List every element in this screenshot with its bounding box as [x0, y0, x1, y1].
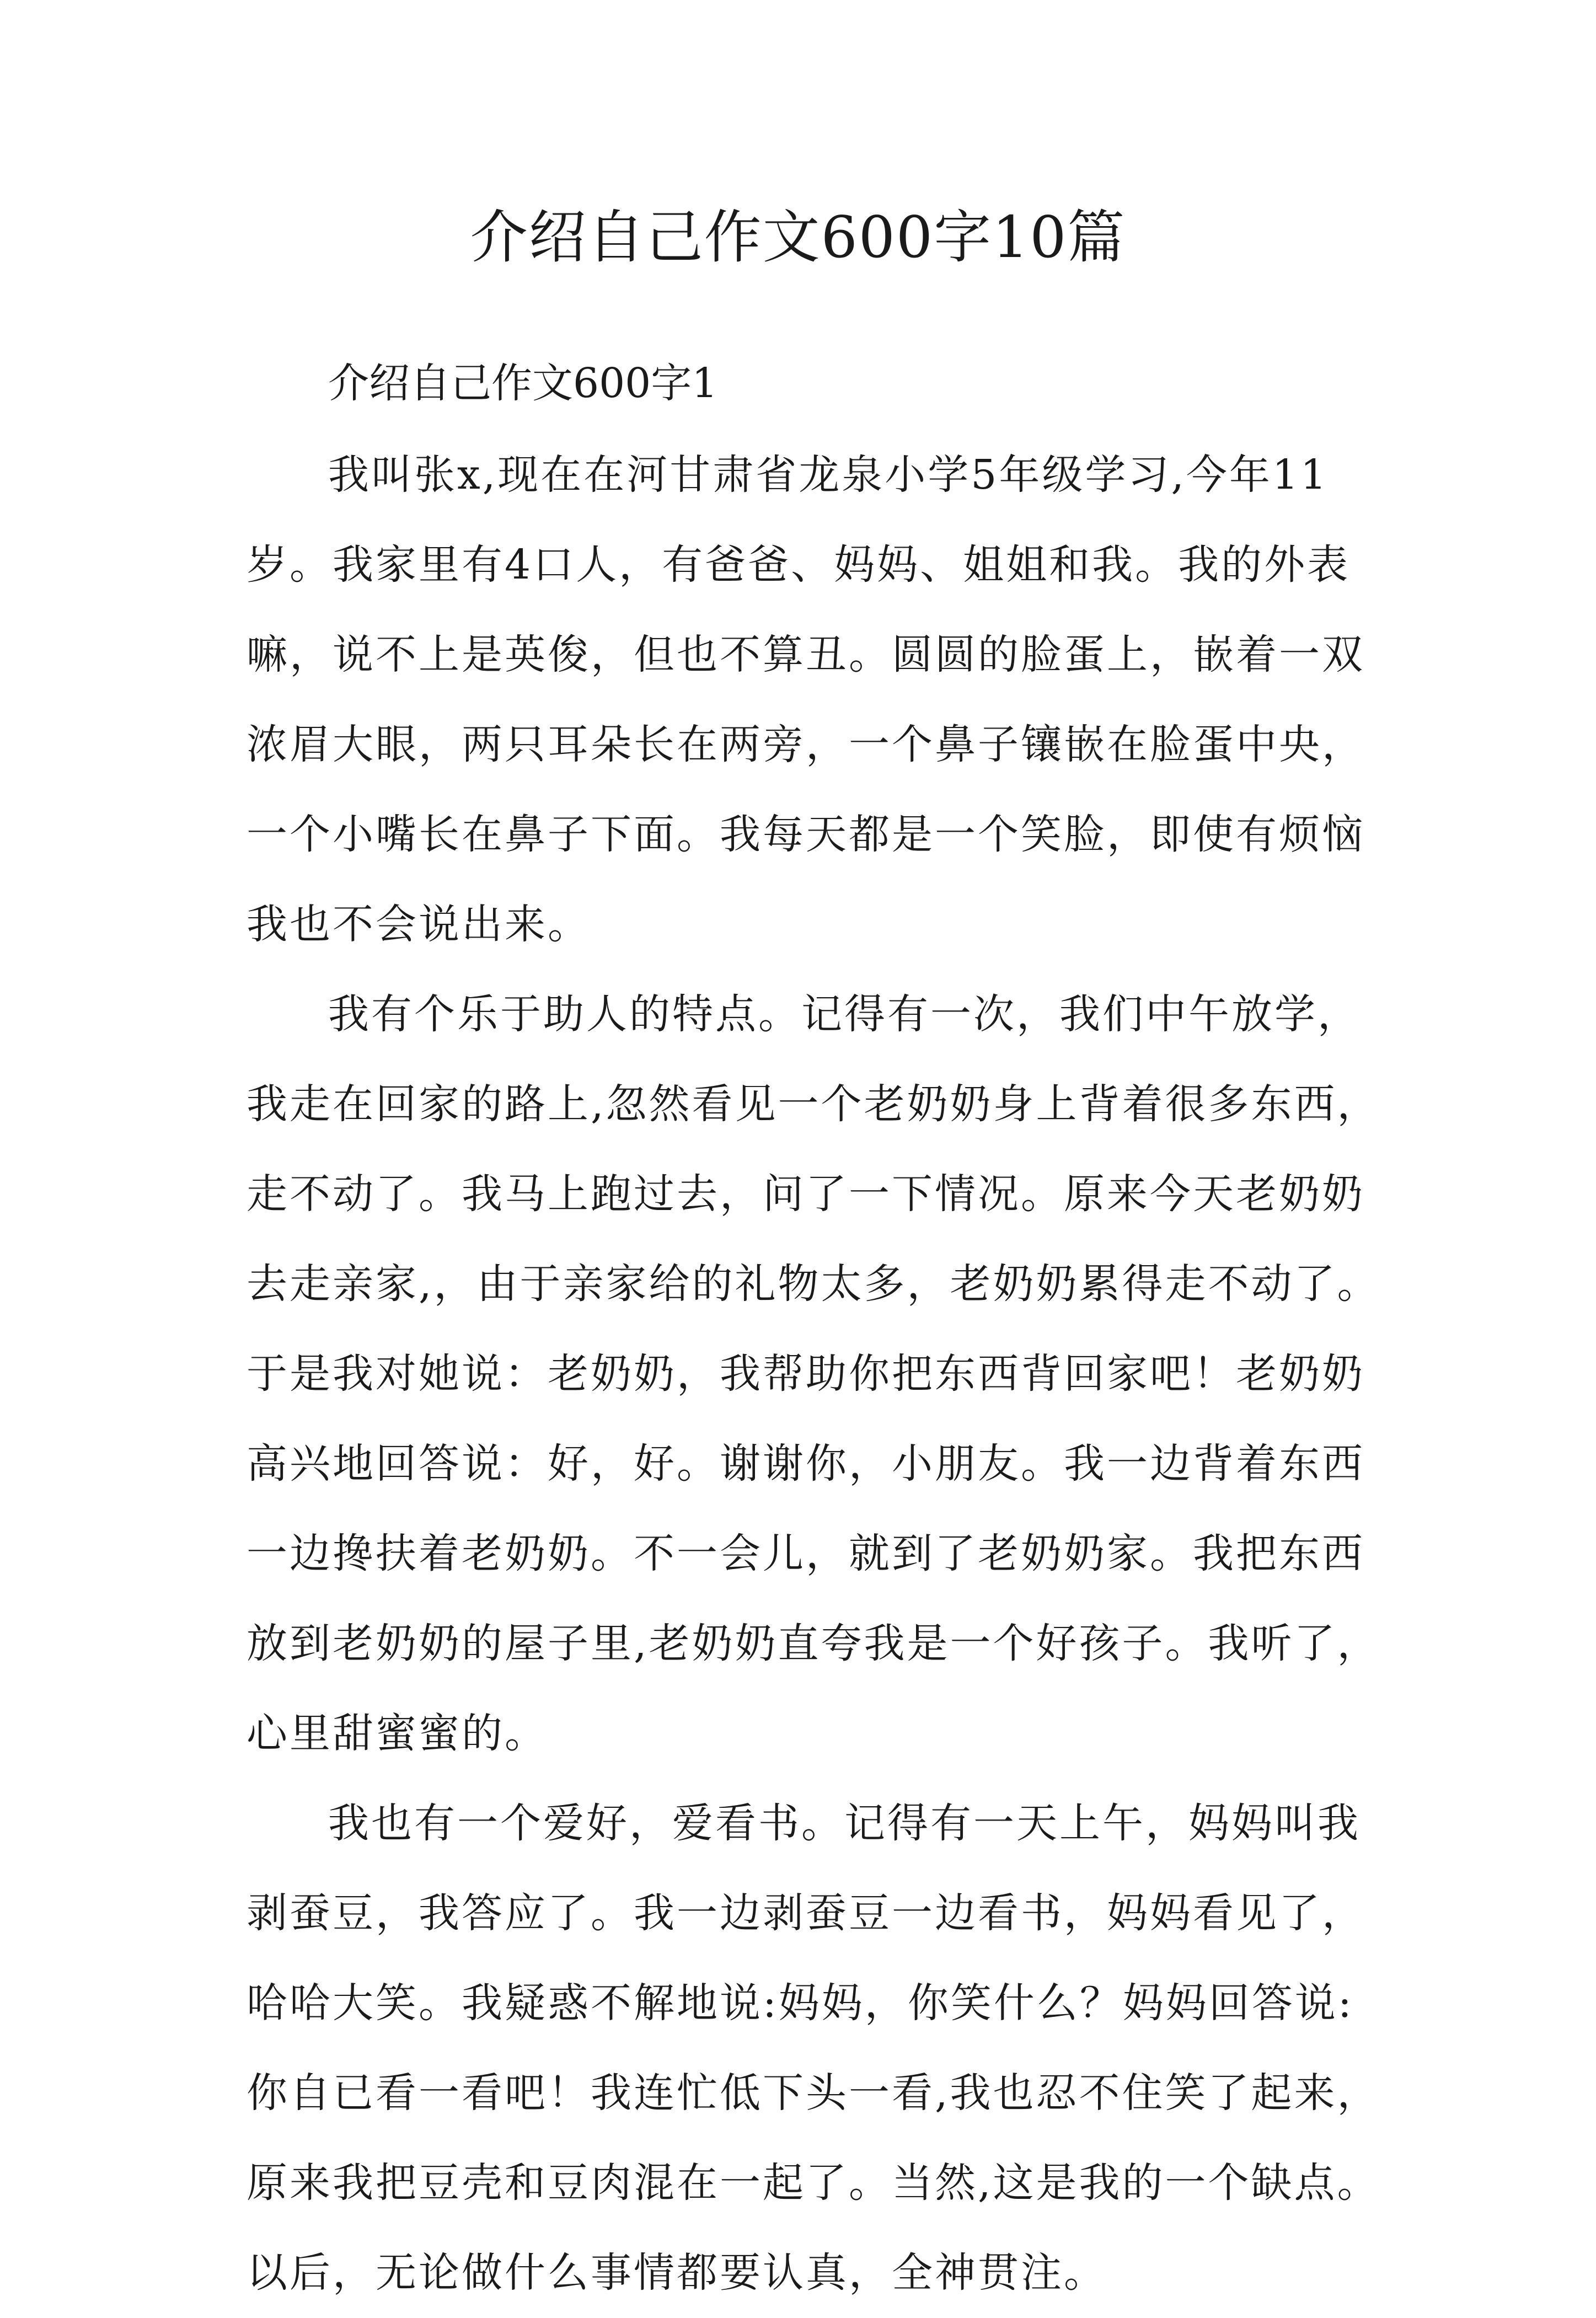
paragraph-3 — [247, 1779, 1394, 2318]
paragraph-line: 我走在回家的路上,忽然看见一个老奶奶身上背着很多东西， — [247, 1080, 1380, 1128]
paragraph-line: 原来我把豆壳和豆肉混在一起了。当然,这是我的一个缺点。 — [247, 2159, 1380, 2207]
paragraph-line: 一边搀扶着老奶奶。不一会儿，就到了老奶奶家。我把东西 — [247, 1530, 1365, 1577]
paragraph-line: 走不动了。我马上跑过去，问了一下情况。原来今天老奶奶 — [247, 1170, 1365, 1218]
paragraph-line: 我有个乐于助人的特点。记得有一次，我们中午放学， — [328, 991, 1361, 1038]
section-heading: 介绍自己作文600字1 — [328, 360, 718, 407]
paragraph-line: 以后，无论做什么事情都要认真，全神贯注。 — [247, 2249, 1107, 2296]
document-body — [247, 336, 1394, 2318]
paragraph-line: 我也有一个爱好，爱看书。记得有一天上午，妈妈叫我 — [328, 1800, 1361, 1847]
paragraph-line: 你自已看一看吧！我连忙低下头一看,我也忍不住笑了起来， — [247, 2069, 1380, 2117]
paragraph-line: 我也不会说出来。 — [247, 901, 591, 948]
paragraph-line: 心里甜蜜蜜的。 — [247, 1710, 548, 1757]
paragraph-line: 哈哈大笑。我疑惑不解地说:妈妈，你笑什么？妈妈回答说: — [247, 1979, 1354, 2027]
paragraph-line: 浓眉大眼，两只耳朵长在两旁，一个鼻子镶嵌在脸蛋中央， — [247, 721, 1365, 768]
paragraph-line: 岁。我家里有4口人，有爸爸、妈妈、姐姐和我。我的外表 — [247, 541, 1351, 588]
paragraph-line: 放到老奶奶的屋子里,老奶奶直夸我是一个好孩子。我听了， — [247, 1620, 1380, 1667]
paragraph-line: 剥蚕豆，我答应了。我一边剥蚕豆一边看书，妈妈看见了， — [247, 1889, 1365, 1937]
paragraph-2 — [247, 970, 1394, 1779]
paragraph-line: 去走亲家,，由于亲家给的礼物太多，老奶奶累得走不动了。 — [247, 1260, 1380, 1308]
paragraph-line: 于是我对她说：老奶奶，我帮助你把东西背回家吧！老奶奶 — [247, 1350, 1365, 1398]
paragraph-line: 嘛，说不上是英俊，但也不算丑。圆圆的脸蛋上，嵌着一双 — [247, 631, 1365, 678]
paragraph-line: 一个小嘴长在鼻子下面。我每天都是一个笑脸，即使有烦恼 — [247, 811, 1365, 858]
document-title: 介绍自己作文600字10篇 — [470, 204, 1126, 271]
paragraph-line: 我叫张x,现在在河甘肃省龙泉小学5年级学习,今年11 — [328, 451, 1329, 499]
paragraph-line: 高兴地回答说：好，好。谢谢你，小朋友。我一边背着东西 — [247, 1440, 1365, 1487]
paragraph-1 — [247, 430, 1394, 970]
